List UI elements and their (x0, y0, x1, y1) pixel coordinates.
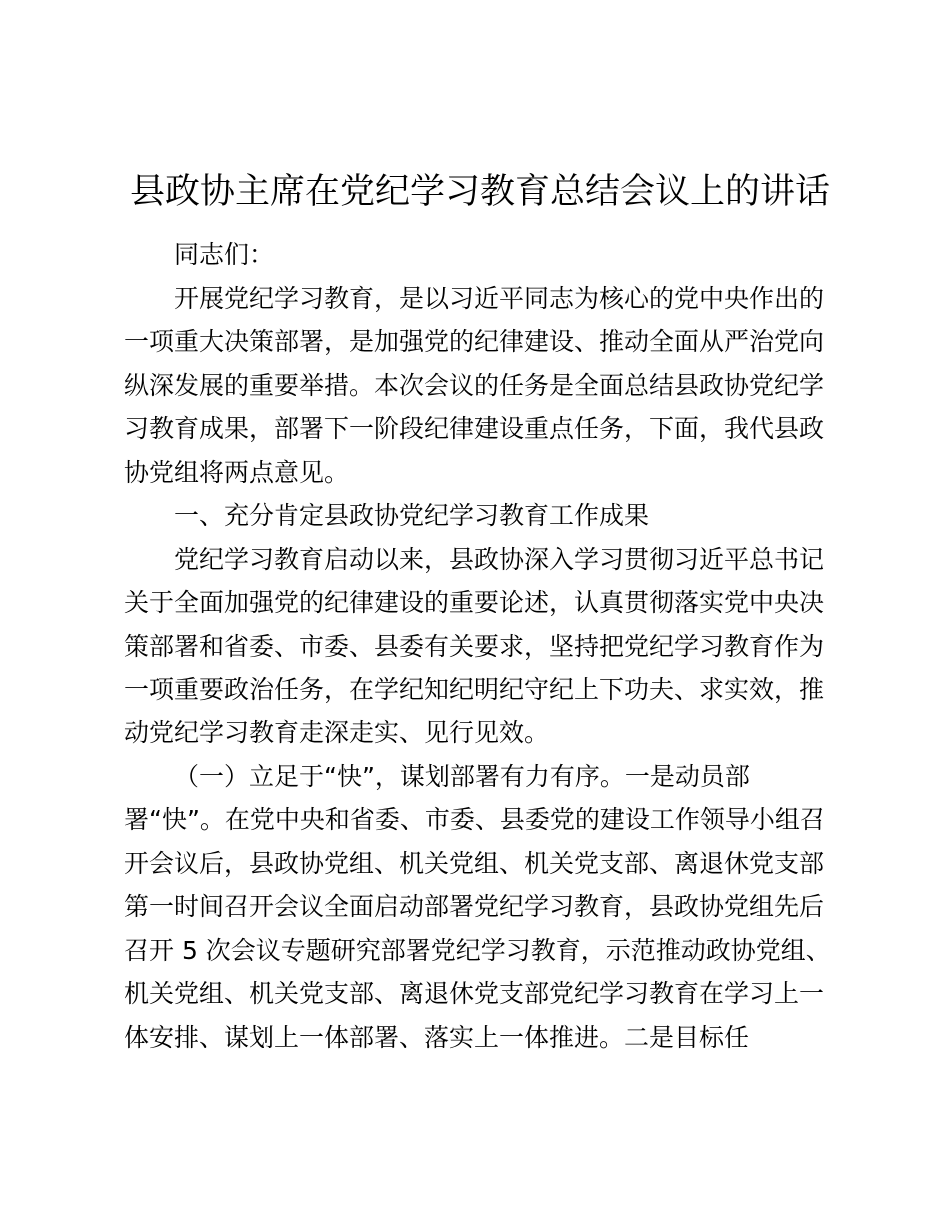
body-line: 关于全面加强党的纪律建设的重要论述，认真贯彻落实党中央决 (124, 588, 825, 617)
body-line: 开会议后，县政协党组、机关党组、机关党支部、离退休党支部 (124, 849, 825, 878)
body-line: 动党纪学习教育走深走实、见行见效。 (124, 718, 550, 747)
body-line: 党纪学习教育启动以来，县政协深入学习贯彻习近平总书记 (174, 545, 825, 574)
body-line: 协党组将两点意见。 (124, 458, 350, 487)
body-line: 体安排、谋划上一体部署、落实上一体推进。二是目标任 (124, 1023, 750, 1052)
document-title: 县政协主席在党纪学习教育总结会议上的讲话 (129, 172, 830, 212)
body-line: 开展党纪学习教育，是以习近平同志为核心的党中央作出的 (174, 284, 825, 313)
body-line: 署“快”。在党中央和省委、市委、县委党的建设工作领导小组召 (124, 805, 825, 834)
body-line: 一项重要政治任务，在学纪知纪明纪守纪上下功夫、求实效，推 (124, 675, 825, 704)
body-line: 召开 5 次会议专题研究部署党纪学习教育，示范推动政协党组、 (124, 936, 831, 965)
section-heading: 一、充分肯定县政协党纪学习教育工作成果 (174, 501, 650, 530)
body-line: 机关党组、机关党支部、离退休党支部党纪学习教育在学习上一 (124, 979, 825, 1008)
salutation-line: 同志们： (174, 240, 275, 269)
body-line: 纵深发展的重要举措。本次会议的任务是全面总结县政协党纪学 (124, 371, 825, 400)
body-line: 第一时间召开会议全面启动部署党纪学习教育，县政协党组先后 (124, 892, 825, 921)
body-line: 一项重大决策部署，是加强党的纪律建设、推动全面从严治党向 (124, 327, 825, 356)
body-line: 策部署和省委、市委、县委有关要求，坚持把党纪学习教育作为 (124, 632, 825, 661)
body-line: 习教育成果，部署下一阶段纪律建设重点任务，下面，我代县政 (124, 414, 825, 443)
subsection-line: （一）立足于“快”，谋划部署有力有序。一是动员部 (174, 762, 750, 791)
